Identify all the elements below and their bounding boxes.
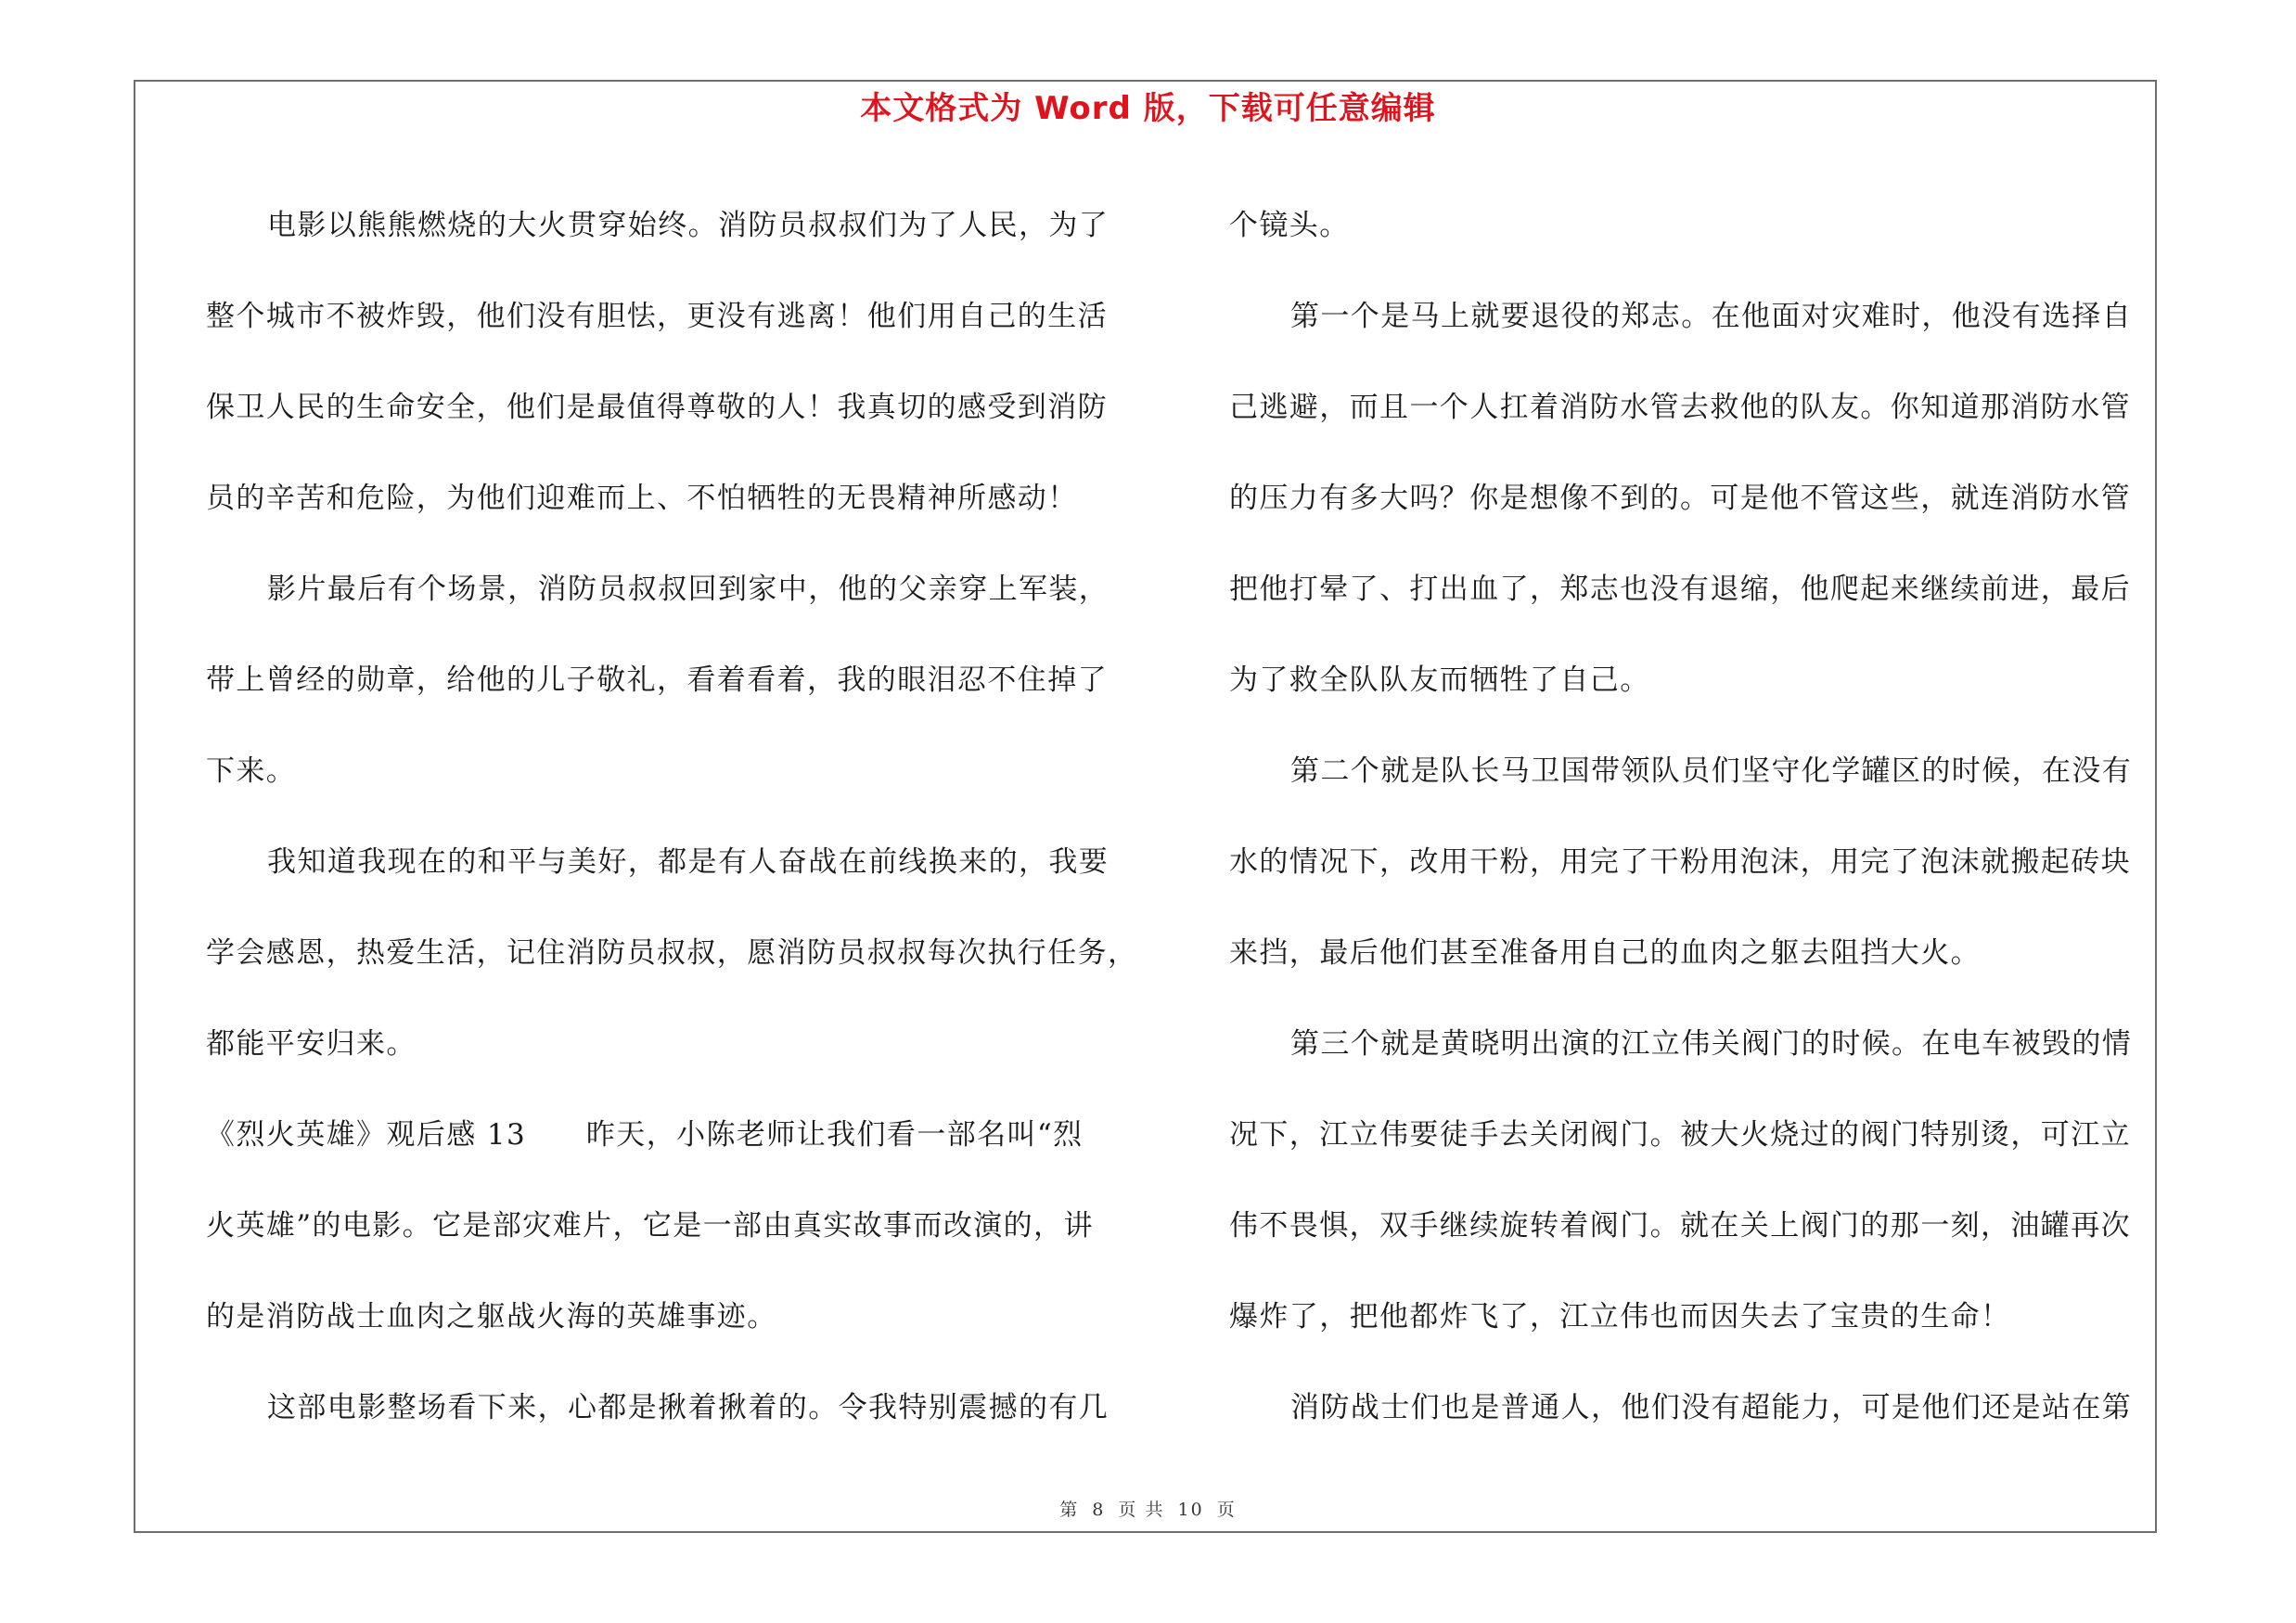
- text-line: 员的辛苦和危险，为他们迎难而上、不怕牺牲的无畏精神所感动！: [206, 482, 1078, 515]
- text-line: 第一个是马上就要退役的郑志。在他面对灾难时，他没有选择自: [1290, 300, 2133, 333]
- footer-middle: 页 共: [1118, 1500, 1165, 1520]
- text-line: 的压力有多大吗？你是想像不到的。可是他不管这些，就连消防水管: [1229, 482, 2131, 515]
- text-line: 来挡，最后他们甚至准备用自己的血肉之躯去阻挡大火。: [1229, 936, 1981, 970]
- footer-suffix: 页: [1216, 1500, 1237, 1520]
- text-line: 学会感恩，热爱生活，记住消防员叔叔，愿消防员叔叔每次执行任务，: [206, 936, 1138, 970]
- left-column: [206, 180, 1138, 1453]
- text-line: 带上曾经的勋章，给他的儿子敬礼，看着看着，我的眼泪忍不住掉了: [206, 663, 1108, 697]
- text-line: 的是消防战士血肉之躯战火海的英雄事迹。: [206, 1300, 777, 1333]
- text-line: 伟不畏惧，双手继续旋转着阀门。就在关上阀门的那一刻，油罐再次: [1229, 1209, 2131, 1243]
- text-line: 这部电影整场看下来，心都是揪着揪着的。令我特别震撼的有几: [267, 1391, 1110, 1424]
- footer-current-page: 8: [1092, 1500, 1106, 1520]
- text-line: 己逃避，而且一个人扛着消防水管去救他的队友。你知道那消防水管: [1229, 391, 2131, 424]
- text-line: 火英雄”的电影。它是部灾难片，它是一部由真实故事而改演的，讲: [206, 1209, 1094, 1243]
- text-line: 况下，江立伟要徒手去关闭阀门。被大火烧过的阀门特别烫，可江立: [1229, 1118, 2131, 1152]
- text-line: 下来。: [206, 754, 297, 788]
- footer-prefix: 第: [1059, 1500, 1080, 1520]
- page-footer: [0, 1496, 2296, 1521]
- right-column: [1229, 180, 2157, 1453]
- text-line: 为了救全队队友而牺牲了自己。: [1229, 663, 1650, 697]
- text-line: 《烈火英雄》观后感 13 昨天，小陈老师让我们看一部名叫“烈: [206, 1118, 1084, 1152]
- text-line: 第二个就是队长马卫国带领队员们坚守化学罐区的时候，在没有: [1290, 754, 2133, 788]
- text-line: 影片最后有个场景，消防员叔叔回到家中，他的父亲穿上军装，: [267, 573, 1110, 606]
- footer-total-pages: 10: [1177, 1500, 1204, 1520]
- text-line: 我知道我现在的和平与美好，都是有人奋战在前线换来的，我要: [267, 845, 1110, 879]
- text-line: 把他打晕了、打出血了，郑志也没有退缩，他爬起来继续前进，最后: [1229, 573, 2131, 606]
- text-line: 都能平安归来。: [206, 1027, 417, 1061]
- text-line: 整个城市不被炸毁，他们没有胆怯，更没有逃离！他们用自己的生活: [206, 300, 1108, 333]
- text-line: 水的情况下，改用干粉，用完了干粉用泡沫，用完了泡沫就搬起砖块: [1229, 845, 2131, 879]
- text-line: 消防战士们也是普通人，他们没有超能力，可是他们还是站在第: [1290, 1391, 2133, 1424]
- header-banner: 本文格式为 Word 版，下载可任意编辑: [860, 90, 1436, 127]
- text-line: 第三个就是黄晓明出演的江立伟关阀门的时候。在电车被毁的情: [1290, 1027, 2133, 1061]
- text-line: 保卫人民的生命安全，他们是最值得尊敬的人！我真切的感受到消防: [206, 391, 1108, 424]
- text-line: 爆炸了，把他都炸飞了，江立伟也而因失去了宝贵的生命！: [1229, 1300, 2011, 1333]
- text-line: 电影以熊熊燃烧的大火贯穿始终。消防员叔叔们为了人民，为了: [267, 209, 1110, 242]
- text-line: 个镜头。: [1229, 209, 1350, 242]
